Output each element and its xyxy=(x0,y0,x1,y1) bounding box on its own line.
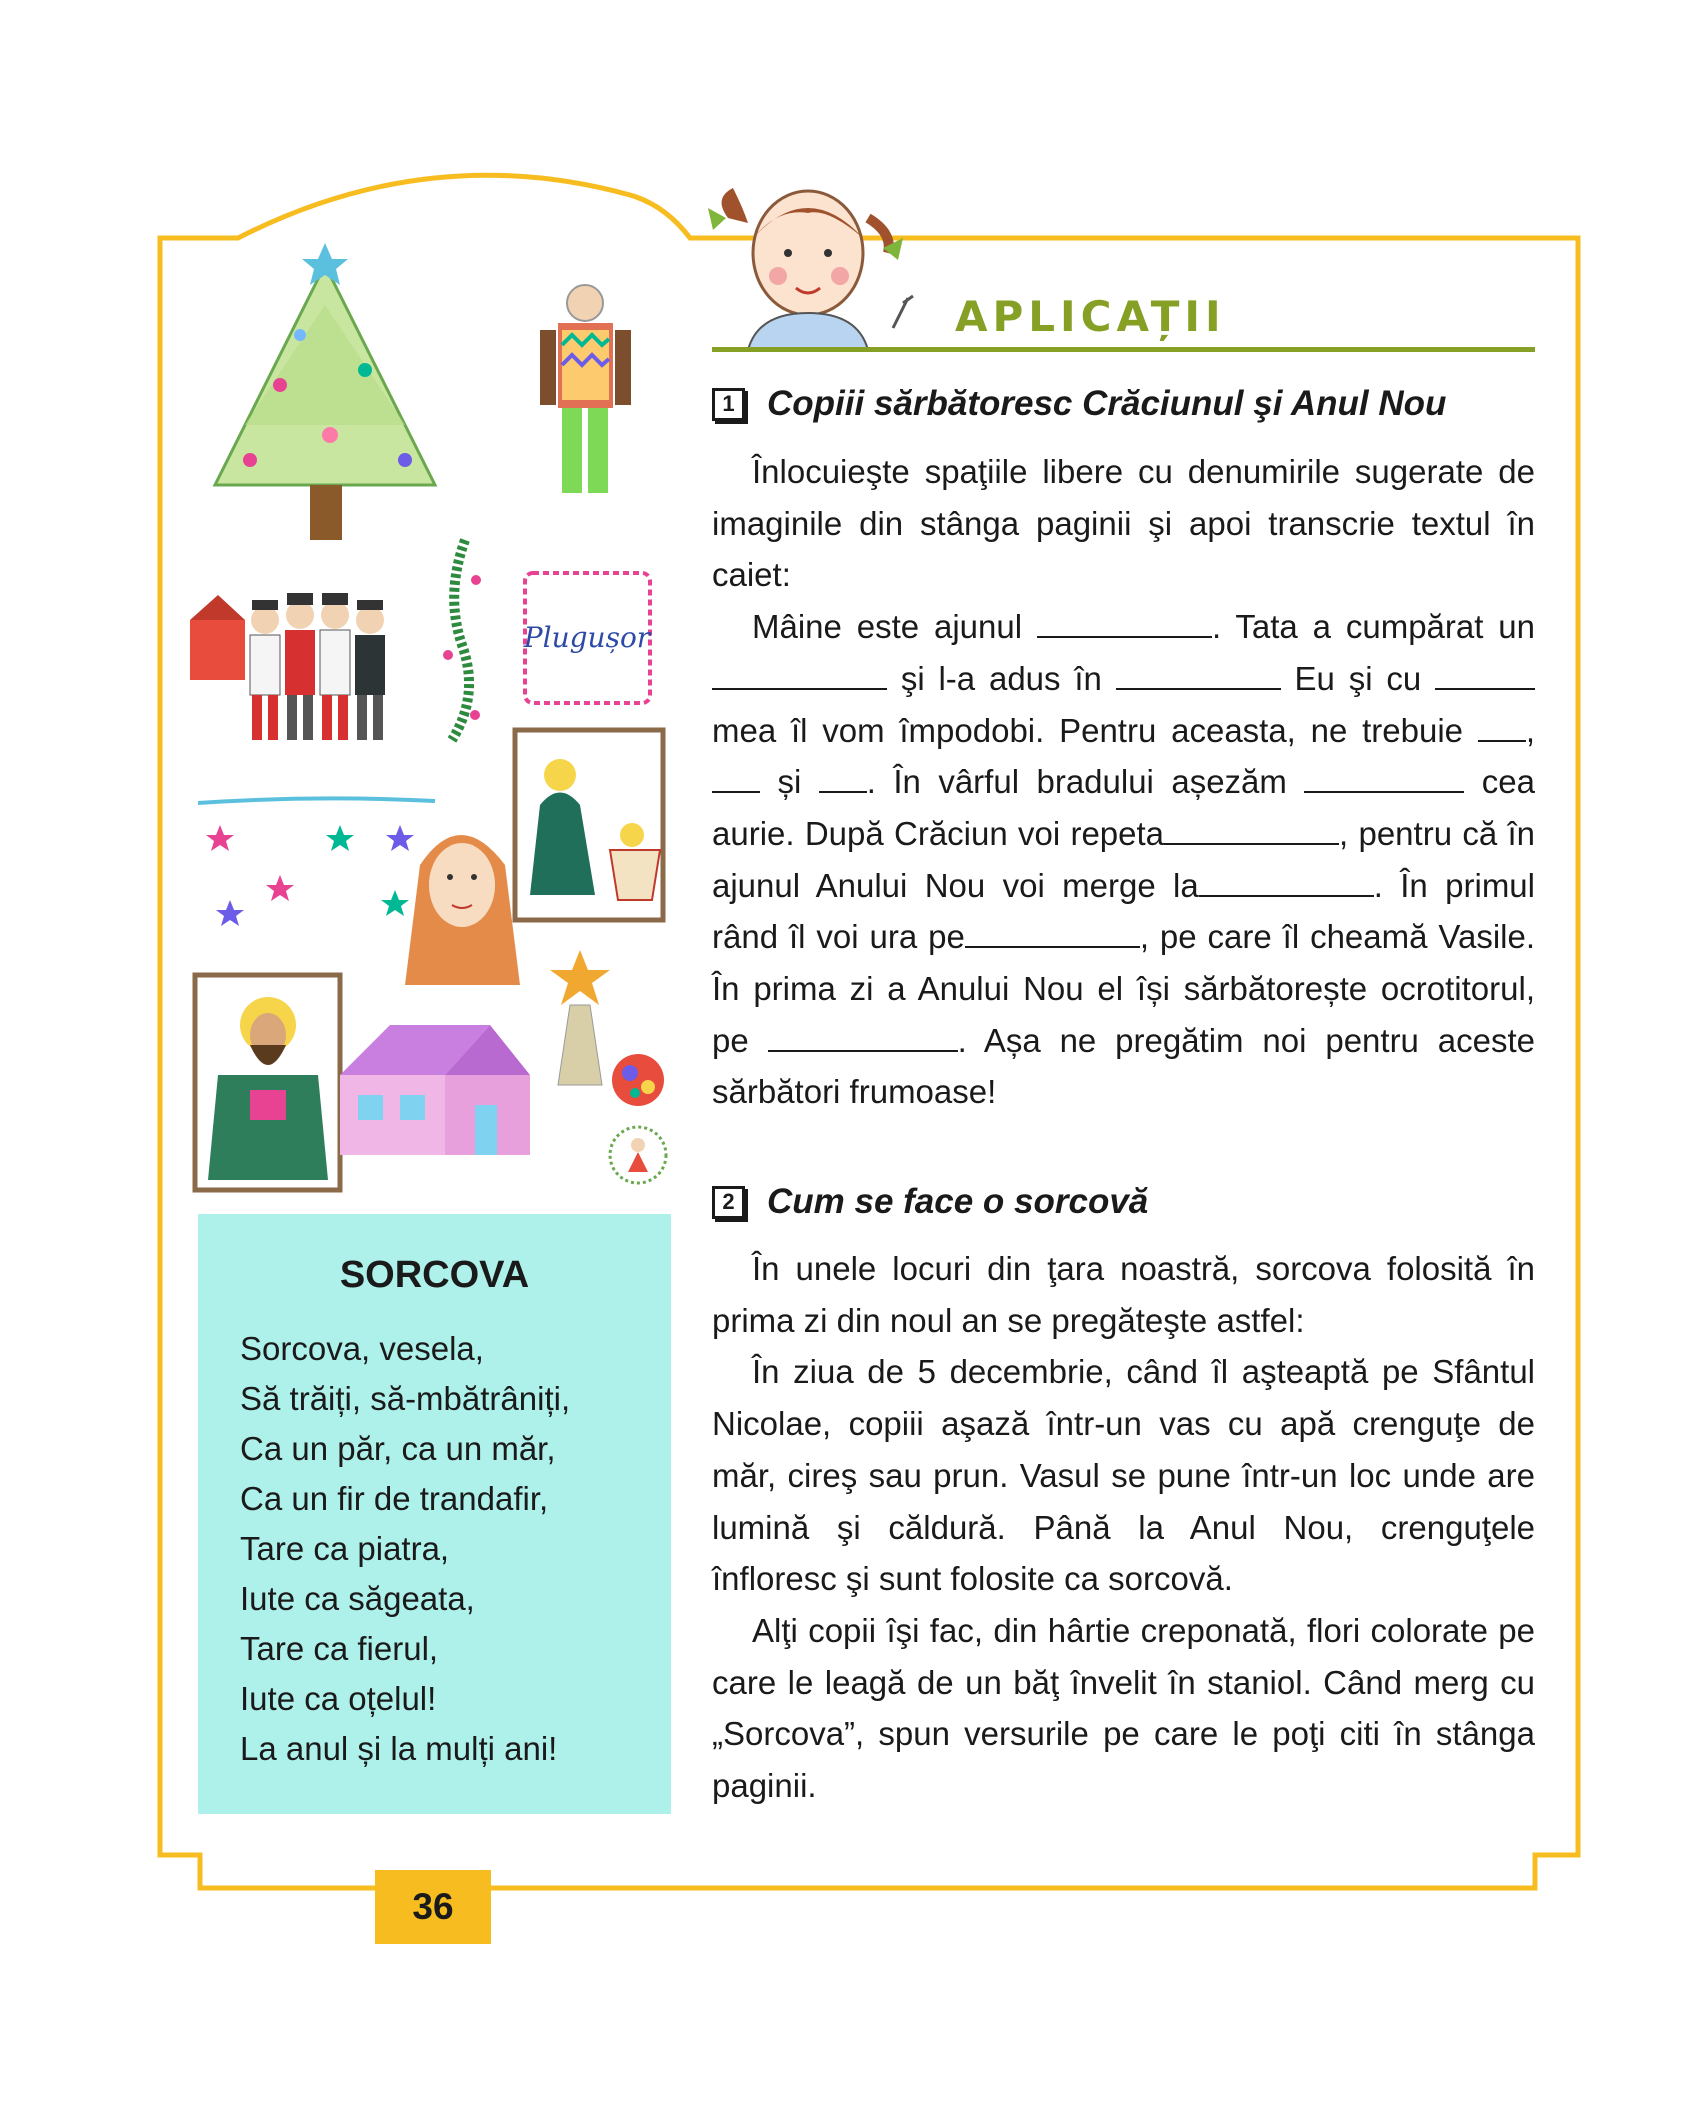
exercise-2-text xyxy=(712,1243,1535,1812)
exercise-number: 2 xyxy=(712,1186,745,1219)
nativity-icon xyxy=(515,730,663,920)
holiday-illustrations xyxy=(190,235,670,1195)
carolers-icon xyxy=(190,593,385,740)
poem-title: SORCOVA xyxy=(339,1254,530,1296)
paragraph: În unele locuri din ţara noastră, sorcova folosită în prima zi din noul an se pregăteşte astfel: xyxy=(712,1250,1535,1339)
man-icon xyxy=(540,285,631,493)
poem-line: Iute ca oțelul! xyxy=(240,1680,437,1717)
saint-vasile-icon xyxy=(195,975,340,1190)
tree-top-star-icon xyxy=(550,950,610,1085)
poem-line: Iute ca săgeata, xyxy=(240,1580,475,1617)
poem-line: Tare ca fierul, xyxy=(240,1630,439,1667)
exercise-title: Copiii sărbătoresc Crăciunul şi Anul Nou xyxy=(767,384,1447,423)
angel-icon xyxy=(610,1127,666,1183)
poem-line: La anul și la mulți ani! xyxy=(240,1730,558,1767)
paragraph: Alţi copii îşi fac, din hârtie creponată, flori colorate pe care le leagă de un băţ învelit în staniol. Când merg cu „Sorcova”, spun versurile pe care le poţi citi în stânga paginii. xyxy=(712,1611,1535,1805)
poem-line: Ca un păr, ca un măr, xyxy=(240,1430,556,1467)
exercise-1-text xyxy=(712,446,1535,1118)
girl-mascot-icon xyxy=(708,178,920,350)
poem-lines xyxy=(240,1324,570,1774)
poem-line: Ca un fir de trandafir, xyxy=(240,1480,549,1517)
exercise-2-heading xyxy=(712,1180,1148,1224)
paragraph: În ziua de 5 decembrie, când îl aşteaptă pe Sfântul Nicolae, copiii aşază într-un vas cu apă crenguţe de măr, cireş sau prun. Vasul se pune într-un loc unde are lumină şi căldură. Până la Anul Nou, crenguţele înfloresc şi sunt folosite ca sorcovă. xyxy=(712,1353,1535,1598)
fill-in-text: Mâine este ajunul . Tata a cumpărat un şi l-a adus în Eu şi cu mea îl vom împodobi. Pentru aceasta, ne trebuie , și . În vârful bradului așezăm cea aurie. După Crăciun voi repeta , pentru că în ajunul Anului Nou voi merge la . În primul rând îl voi ura pe , pe care îl cheamă Vasile. În prima zi a Anului Nou el își sărbătorește ocrotitorul, pe . Așa ne pregătim noi pentru aceste sărbători frumoase! xyxy=(712,608,1536,1111)
instruction: Înlocuieşte spaţiile libere cu denumirile sugerate de imaginile din stânga paginii şi apoi transcrie textul în caiet: xyxy=(712,453,1535,594)
header-rule xyxy=(712,347,1535,352)
plugusor-sign-icon xyxy=(523,573,652,703)
poem-line: Să trăiți, să-mbătrâniți, xyxy=(240,1380,571,1417)
exercise-number: 1 xyxy=(712,388,745,421)
garland-icon xyxy=(443,540,481,740)
poem-box xyxy=(198,1214,671,1814)
house-icon xyxy=(340,1025,530,1155)
woman-face-icon xyxy=(405,835,520,985)
svg-text:Plugușor: Plugușor xyxy=(523,621,651,654)
poem-line: Sorcova, vesela, xyxy=(240,1330,484,1367)
page-number: 36 xyxy=(375,1870,491,1944)
star-garland-icon xyxy=(198,798,435,926)
christmas-tree-icon xyxy=(215,243,435,540)
exercise-1-heading xyxy=(712,382,1446,426)
exercise-title: Cum se face o sorcovă xyxy=(767,1182,1149,1221)
ornament-icon xyxy=(612,1054,664,1106)
section-title: APLICAȚII xyxy=(955,292,1226,341)
poem-line: Tare ca piatra, xyxy=(240,1530,450,1567)
